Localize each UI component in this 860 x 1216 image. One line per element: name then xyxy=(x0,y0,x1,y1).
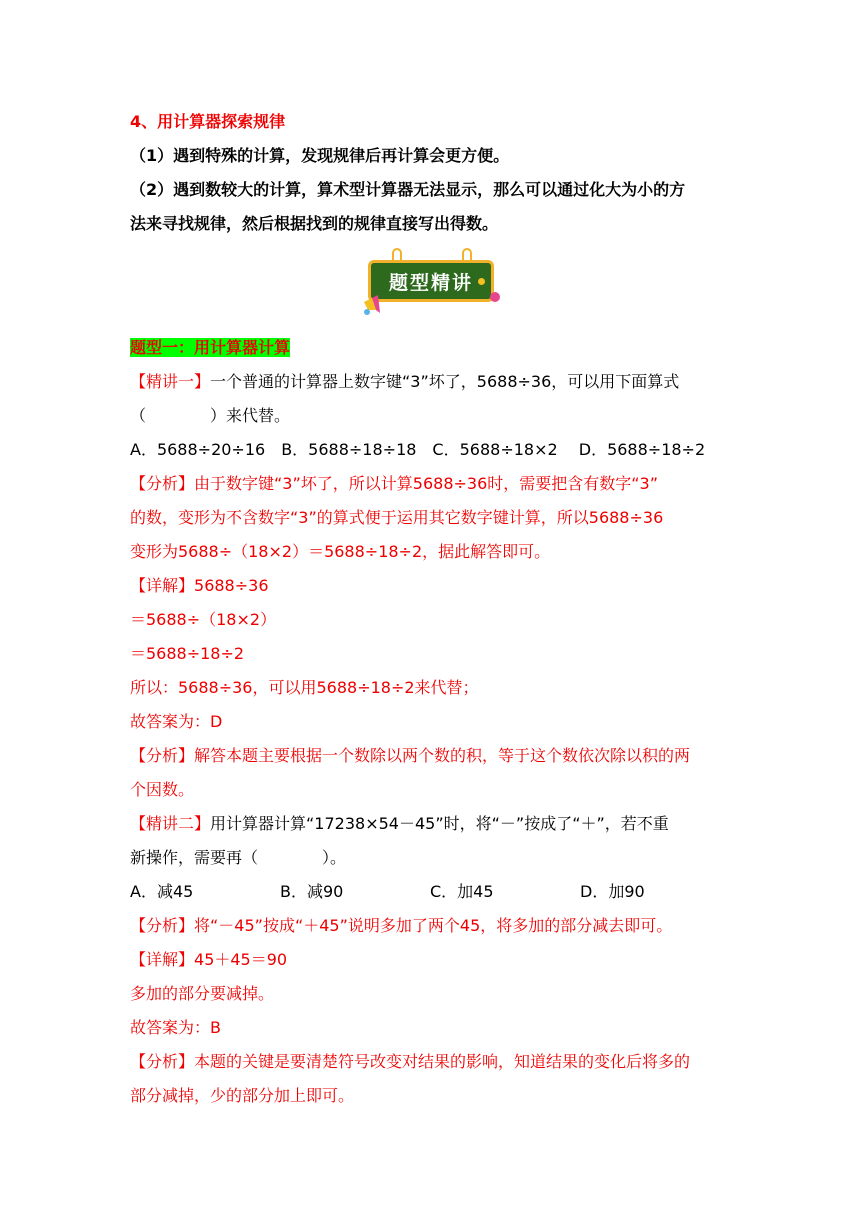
ex1-analysis-tag: 【分析】 xyxy=(130,474,195,493)
ex2-option-d: D．加90 xyxy=(580,882,645,901)
ex1-detail-line-3: ＝5688÷18÷2 xyxy=(130,644,245,663)
type-heading-row xyxy=(130,338,740,358)
megaphone-icon xyxy=(362,294,382,316)
ex2-option-b: B．减90 xyxy=(280,882,344,901)
paragraph-2-line-2: 法来寻找规律，然后根据找到的规律直接写出得数。 xyxy=(130,214,499,233)
ex2-tag: 【精讲二】 xyxy=(130,814,211,833)
ex2-option-c: C．加45 xyxy=(430,882,494,901)
ex2-question-text: 用计算器计算“17238×54－45”时，将“－”按成了“＋”，若不重 xyxy=(210,814,669,833)
ex1-tag: 【精讲一】 xyxy=(130,372,211,391)
decor-dot xyxy=(478,278,485,285)
ex1-detail-line-2: ＝5688÷（18×2） xyxy=(130,610,277,629)
ex1-analysis2-text: 解答本题主要根据一个数除以两个数的积，等于这个数依次除以积的两 xyxy=(194,746,691,765)
ex1-analysis2-tag: 【分析】 xyxy=(130,746,195,765)
ex2-analysis2-line-2: 部分减掉，少的部分加上即可。 xyxy=(130,1086,355,1105)
ex2-detail-text: 45＋45＝90 xyxy=(194,950,288,969)
ex1-analysis-line-2: 的数，变形为不含数字“3”的算式便于运用其它数字键计算，所以5688÷36 xyxy=(130,508,664,527)
topic-banner xyxy=(362,248,504,320)
ex2-detail-tag: 【详解】 xyxy=(130,950,195,969)
ex2-analysis-line-1 xyxy=(130,916,740,936)
ex1-analysis2-line-1 xyxy=(130,746,740,766)
decor-dot xyxy=(490,292,500,302)
ex1-question-line-2: （ ）来代替。 xyxy=(130,406,291,425)
ex1-detail-line-1 xyxy=(130,576,740,596)
ex1-analysis2-line-2: 个因数。 xyxy=(130,780,195,799)
ex1-question-text: 一个普通的计算器上数字键“3”坏了，5688÷36，可以用下面算式 xyxy=(210,372,680,391)
ex2-analysis-text: 将“－45”按成“＋45”说明多加了两个45，将多加的部分减去即可。 xyxy=(194,916,673,935)
ex2-answer: 故答案为：B xyxy=(130,1018,221,1037)
ex1-detail-text: 5688÷36 xyxy=(194,576,269,595)
ex1-analysis-text: 由于数字键“3”坏了，所以计算5688÷36时，需要把含有数字“3” xyxy=(194,474,659,493)
type-heading: 题型一：用计算器计算 xyxy=(130,338,291,357)
ex2-analysis2-line-1 xyxy=(130,1052,740,1072)
ex1-options: A．5688÷20÷16 B．5688÷18÷18 C．5688÷18×2 D．5688÷18÷2 xyxy=(130,440,706,459)
section-title: 4、用计算器探索规律 xyxy=(130,112,286,131)
ex2-option-a: A．减45 xyxy=(130,882,194,901)
ex2-detail-line-1 xyxy=(130,950,740,970)
ex1-detail-tag: 【详解】 xyxy=(130,576,195,595)
ex2-analysis-tag: 【分析】 xyxy=(130,916,195,935)
ex2-analysis2-tag: 【分析】 xyxy=(130,1052,195,1071)
ex1-detail-line-4: 所以：5688÷36，可以用5688÷18÷2来代替； xyxy=(130,678,479,697)
paragraph-2-line-1: （2）遇到数较大的计算，算术型计算器无法显示，那么可以通过化大为小的方 xyxy=(130,180,686,199)
ex1-question-line-1 xyxy=(130,372,740,392)
ex2-analysis2-text: 本题的关键是要清楚符号改变对结果的影响，知道结果的变化后将多的 xyxy=(194,1052,691,1071)
ex2-question-line-2: 新操作，需要再（ ）。 xyxy=(130,848,347,867)
banner-board: 题型精讲 xyxy=(368,260,494,302)
ex2-question-line-1 xyxy=(130,814,740,834)
ex2-detail-line-2: 多加的部分要减掉。 xyxy=(130,984,275,1003)
paragraph-1: （1）遇到特殊的计算，发现规律后再计算会更方便。 xyxy=(130,146,510,165)
ex1-analysis-line-3: 变形为5688÷（18×2）＝5688÷18÷2，据此解答即可。 xyxy=(130,542,551,561)
ex1-answer: 故答案为：D xyxy=(130,712,223,731)
ex1-analysis-line-1 xyxy=(130,474,740,494)
